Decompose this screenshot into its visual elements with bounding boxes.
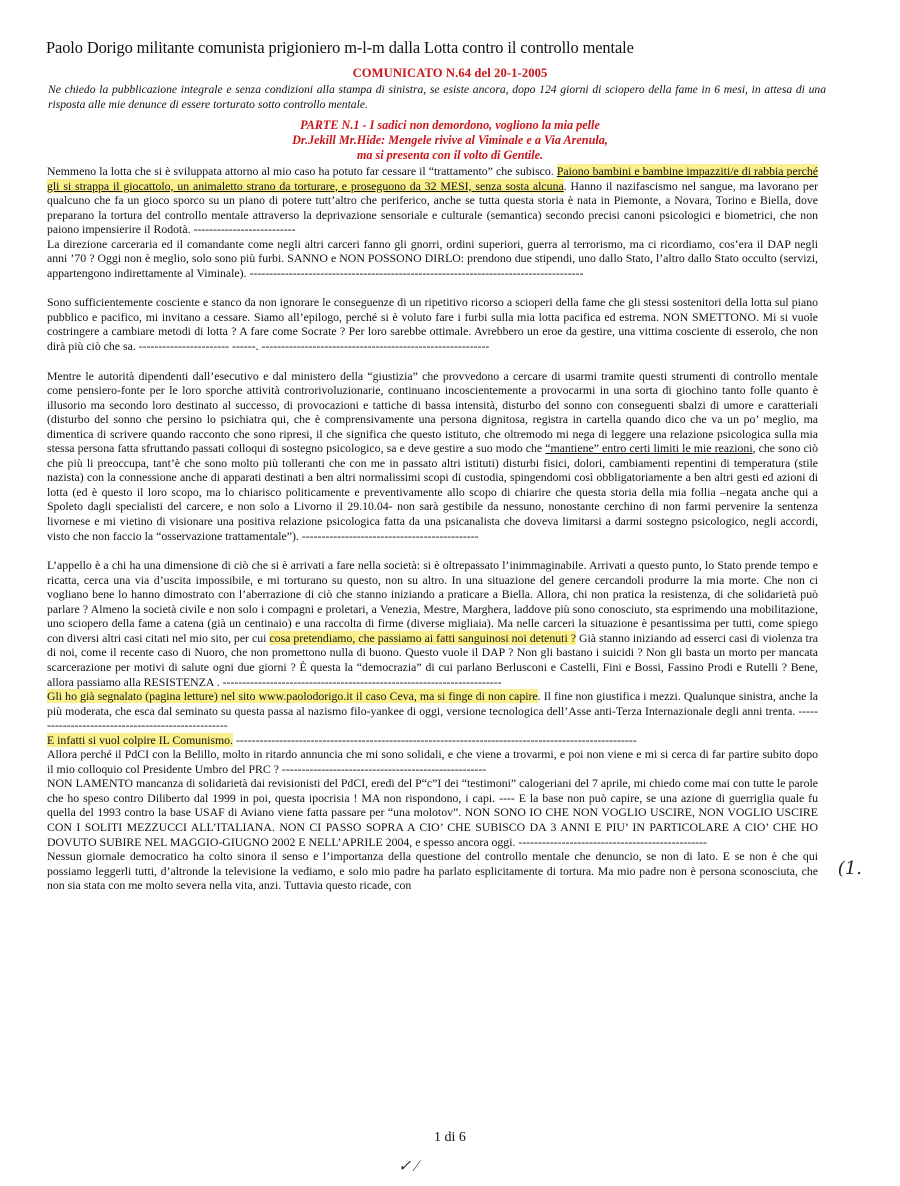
paragraph-7-text-b: ------------------------------------------------------------------------------------------------------: [233, 732, 637, 747]
paragraph-4-text-a: Mentre le autorità dipendenti dall’esecutivo e dal ministero della “giustizia” che provvedono a cercare di usarmi tramite questi strumenti di controllo mentale come pensiero-fonte per le loro sporche attività controrivoluzionarie, continuano incoscientemente a provocarmi in una sorta di giochino tanto folle quanto è illusorio ma secondo loro destinato al successo, di provocazioni e tattiche di bassa intensità, disturbo del sonno con conseguenti sbalzi di umore e caratteriali (disturbo del sonno che persino lo psichiatra qui, che è comprensivamente una persona dignitosa, registra in cartella quando dico che va un po’ meglio, ma dimentica di scrivere quando racconto che sono ripresi, il che significa che questo istituto, che oltremodo mi nega di leggere una relazione psicologica sulla mia stessa persona fatta sfruttando passati colloqui di sostegno psicologico, sa e deve gestire a suo modo che: [47, 368, 818, 456]
paragraph-4: [47, 369, 818, 544]
paragraph-1: [47, 164, 818, 237]
paragraph-1-text-b: . Hanno il nazifascismo nel sangue, ma lavorano per qualcuno che fa un gioco sporco su un piano di potere tutt’altro che periferico, anche se tutta questa storia è nata in Piemonte, a Novara, Torino e Biella, dove preparano la tortura del controllo mentale attraverso la deprivazione sensoriale e culturale (semantica) secondo precisi canoni psicologici e biometrici, che non paiono impensierire il Rodotà. --------------------------: [47, 178, 818, 237]
parte-heading-line-1: PARTE N.1 - I sadici non demordono, vogliono la mia pelle: [300, 118, 600, 132]
comunicato-heading: COMUNICATO N.64 del 20-1-2005: [352, 66, 548, 80]
paragraph-8: Allora perché il PdCI con la Belillo, molto in ritardo annuncia che mi sono solidali, e che viene a trovarmi, e poi non viene e mi si cerca di far partire subito dopo il mio colloquio col Presidente Umbro del PRC ? ----------------------------------------------------: [47, 747, 818, 776]
highlighted-text: Paiono bambini e bambine impazziti/e di rabbia perché gli si strappa il giocattolo, un animaletto strano da torturare, e proseguono da 32 MESI, senza sosta alcuna: [47, 164, 818, 193]
handwritten-margin-note: (1.: [837, 858, 862, 879]
paragraph-5: [47, 558, 818, 689]
parte-heading-line-2: Dr.Jekill Mr.Hide: Mengele rivive al Viminale e a Via Arenula,: [292, 133, 608, 147]
paragraph-9: NON LAMENTO mancanza di solidarietà dai revisionisti del PdCI, eredi del P“c”I dei “testimoni” calogeriani del 7 aprile, mi chiedo come mai con tutte le parole che ho speso contro Diliberto dal 1999 in poi, questa ipocrisia ! MA non rispondono, i capi. ---- E la base non può capire, se una azione di guerriglia quale fu quella del 1993 contro la base USAF di Aviano viene fatta passare per “una molotov”. NON SONO IO CHE NON VOGLIO USCIRE, NON VOGLIO USCIRE CON I SOLITI MEZZUCCI ALL’ITALIANA. NON CI PASSO SOPRA A CIO’ CHE SUBISCO DA 3 ANNI E PIU’ IN PARTICOLARE A CIO’ CHE HO DOVUTO SUBIRE NEL MAGGIO-GIUGNO 2002 E NELL’APRILE 2004, e spesso ancora oggi. ------------------------------------------------: [47, 776, 818, 849]
parte-heading-line-3: ma si presenta con il volto di Gentile.: [356, 148, 544, 162]
body-text: [47, 164, 818, 893]
document-title: Paolo Dorigo militante comunista prigioniero m-l-m dalla Lotta contro il controllo mentale: [46, 38, 634, 57]
paragraph-4-text-b: , che sono ciò che più li preoccupa, tant’è che sono molto più tolleranti che con me in passato altri istituti) disturbi fisici, dolori, cambiamenti repentini di temperatura (stile nazista) con la connessione anche di apparati destinati a ben altri normalissimi scopi di custodia, spingendomi così obbligatoriamente a ben altri gesti ed azioni di lotta (ed è questo il loro scopo, ma lo chiarisco politicamente e preventivamente allo scopo di chiarire che questa storia della mia follia –negata anche qui a Spoleto dagli specialisti del carcere, e non solo a Livorno il 29.10.04- non sarà gestibile da nessuno, nonostante cerchino di non farmi pervenire la sentenza livornese e mi vietino di visionare una positiva relazione psicologica fatta da una psicanalista che doveva limitarsi a darmi sostegno psicologico, negli accordi, visto che non faccio la “osservazione trattamentale”). ---------------------------------------------: [47, 441, 818, 543]
highlighted-text: Gli ho già segnalato (pagina letture) nel sito www.paolodorigo.it il caso Ceva, ma si finge di non capire: [47, 689, 538, 704]
highlighted-text: E infatti si vuol colpire IL Comunismo.: [47, 732, 233, 747]
handwritten-scrawl: ✓ ⁄: [398, 1158, 419, 1175]
intro-paragraph: Ne chiedo la pubblicazione integrale e senza condizioni alla stampa di sinistra, se esiste ancora, dopo 124 giorni di sciopero della fame in 6 mesi, in attesa di una risposta alle mie denunce di essere torturato sotto controllo mentale.: [48, 83, 826, 111]
paragraph-5-text-b: Già stanno iniziando ad esserci casi di violenza tra di noi, come il recente caso di Nuoro, che non promettono nulla di buono. Questo vuole il DAP ? Non gli bastano i suicidi ? Non gli basta un morto per mancata scarcerazione per motivi di salute ogni due giorni ? È questa la “democrazia” di cui parlano Berlusconi e Castelli, Fini e Bossi, Fassino Prodi e Rutelli ? Bene, allora passiamo alla RESISTENZA . -----------------------------------------------------------------------: [47, 630, 818, 689]
paragraph-3: Sono sufficientemente cosciente e stanco da non ignorare le conseguenze di un ripetitivo ricorso a scioperi della fame che gli stessi sostenitori della lotta sul piano pubblico e pacifico, mi invitano a cessare. Siamo all’epilogo, perché si è voluto fare i furbi sulla mia lotta pacifica ed estrema. NON SMETTONO. Mi si vuole costringere a cambiare metodi di lotta ? A fare come Socrate ? Per loro sarebbe ottimale. Avrebbero un eroe da gestire, una vittima cosciente di esserolo, che non dirà più ciò che sa. ----------------------- ------. ----------------------------------------------------------: [47, 295, 818, 354]
paragraph-10: Nessun giornale democratico ha colto sinora il senso e l’importanza della questione del controllo mentale che denuncio, se non di lato. E se non è che qui possiamo leggerli tutti, d’altronde la televisione la vediamo, e solo mio padre ha parlato esplicitamente di tortura. Ma mio padre non è persona sconosciuta, che non sia stata con me molto severa nella vita, anzi. Tuttavia questo ricade, con: [47, 849, 818, 893]
paragraph-7: [47, 733, 818, 748]
paragraph-1-text-a: Nemmeno la lotta che si è sviluppata attorno al mio caso ha potuto far cessare il “trattamento” che subisco.: [47, 164, 557, 178]
highlighted-text: cosa pretendiamo, che passiamo ai fatti sanguinosi noi detenuti ?: [269, 630, 576, 645]
paragraph-6: [47, 689, 818, 733]
paragraph-2: La direzione carceraria ed il comandante come negli altri carceri fanno gli gnorri, ordini superiori, guerra al terrorismo, ma ci ricordiamo, cos’era il DAP negli anni ’70 ? Oggi non è meglio, solo sono più furbi. SANNO e NON POSSONO DIRLO: prendono due stipendi, uno dallo Stato, l’altro dallo Stato occulto (servizi, appartengono indirettamente al Viminale). -------------------------------------------------------------------------------------: [47, 236, 818, 280]
underlined-text: “mantiene” entro certi limiti le mie reazioni: [545, 441, 753, 456]
page-number: 1 di 6: [434, 1130, 466, 1145]
paragraph-6-text-b: . Il fine non giustifica i mezzi. Qualunque sinistra, anche la più moderata, che esca dal seminato su questa passa al nazismo filo-yankee di oggi, versione tecnologica dell’Asse anti-Terza Internazionale degli anni trenta. ---------------------------------------------------: [47, 689, 818, 733]
paragraph-5-text-a: L’appello è a chi ha una dimensione di ciò che si è arrivati a fare nella società: si è oltrepassato l’inimmaginabile. Arrivati a questo punto, lo Stato prende tempo e ricatta, cerca una via d’uscita impossibile, e mi torturano su questo, non su altro. In una situazione del genere cercandoli produrre la mia morte. Che non ci vogliano bene lo hanno dimostrato con l’aberrazione di ciò che stanno iniziando a praticare a Biella. Allora, chi non pratica la resistenza, di che solidarietà può parlare ? Almeno la società civile e non solo i compagni e proletari, a Venezia, Mestre, Marghera, laddove più sono conosciuto, sta esprimendo una mobilitazione, uno sciopero della fame a catena (già un centinaio) e una raccolta di firme (diverse migliaia). Ma nelle carceri la situazione è pesantissima per tutti, come spiego con diversi altri casi citati nel mio sito, per cui: [47, 558, 818, 645]
